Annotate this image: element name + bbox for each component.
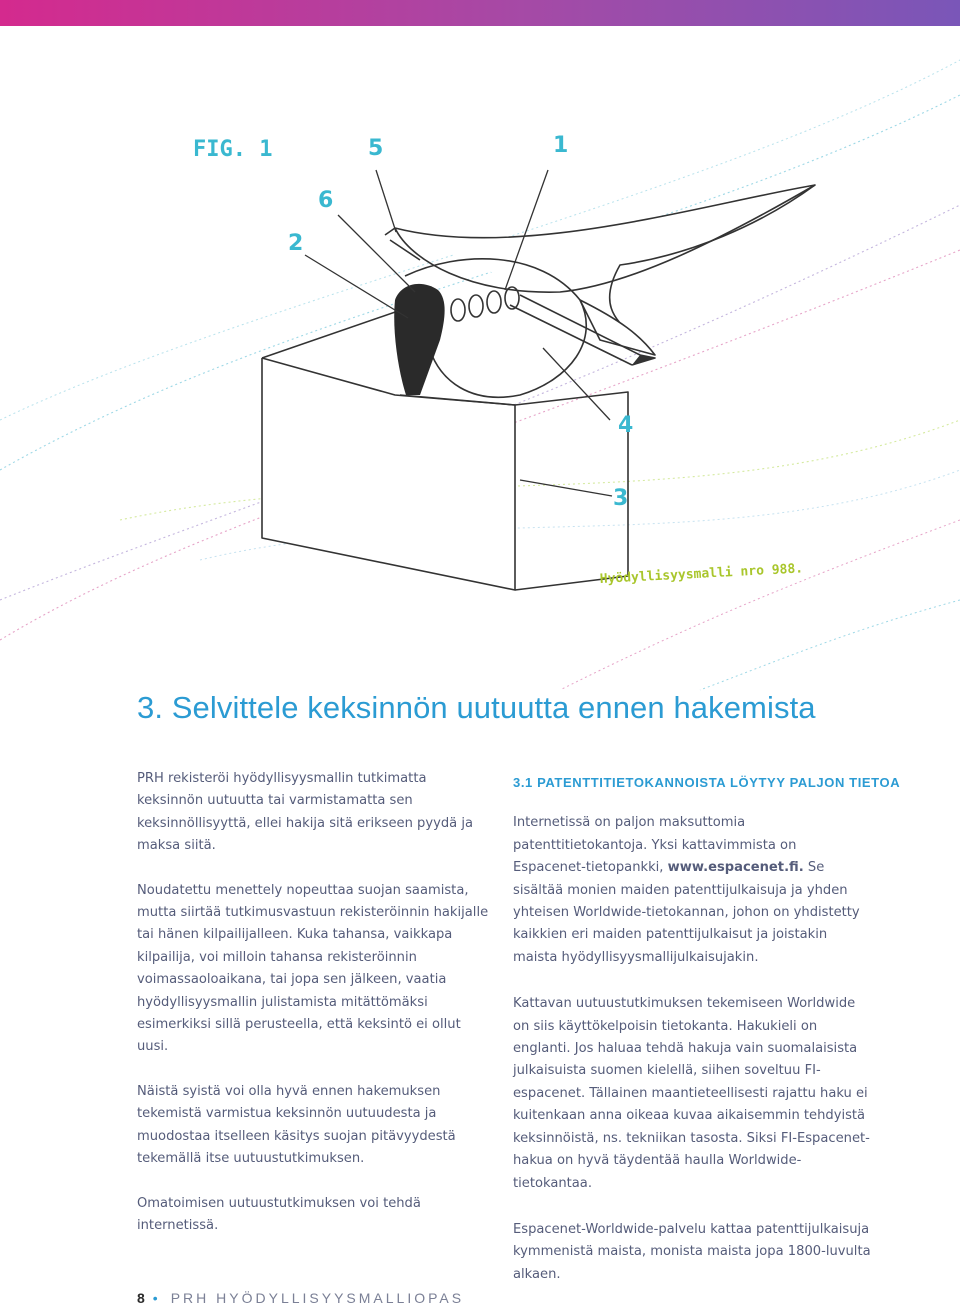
footer-separator: • bbox=[152, 1290, 161, 1306]
espacenet-link[interactable]: www.espacenet.fi. bbox=[667, 860, 804, 876]
page-footer bbox=[137, 1290, 464, 1306]
section-title: 3. Selvittele keksinnön uutuutta ennen hakemista bbox=[137, 690, 816, 725]
figure-caption: Hyödyllisyysmalli nro 988. bbox=[599, 561, 804, 587]
ref-label-5: 5 bbox=[368, 136, 384, 161]
fig-label: FIG. 1 bbox=[193, 137, 273, 162]
right-paragraph-3: Espacenet-Worldwide-palvelu kattaa patenttijulkaisuja kymmenistä maista, monista maista jopa 1800-luvulta alkaen. bbox=[513, 1221, 871, 1282]
right-paragraph-2: Kattavan uutuustutkimuksen tekemiseen Worldwide on siis käyttökelpoisin tietokanta. Hakukieli on englanti. Jos haluaa tehdä hakuja vain suomalaisista julkaisuista suomen kielellä, siihen soveltuu FI-espacenet. Tällainen maantieteellisesti rajattu haku ei kuitenkaan anna oikeaa kuvaa aikaisemmin tehdyistä keksinnöistä, ns. tekniikan tasosta. Siksi FI-Espacenet-hakua on hyvä täydentää haulla Worldwide-tietokantaa. bbox=[513, 996, 870, 1191]
button-ovals bbox=[451, 287, 519, 321]
left-column bbox=[137, 768, 495, 1259]
right-column bbox=[513, 772, 901, 1310]
clip-shape bbox=[394, 284, 444, 395]
page-number: 8 bbox=[137, 1290, 145, 1306]
right-paragraph-1-cont: Se sisältää monien maiden patenttijulkaisuja ja yhden yhteisen Worldwide-tietokannan, johon on yhdistetty kaikkien eri maiden patenttijulkaisut ja joistakin maista hyödyllisyysmallijulkaisujakin. bbox=[513, 860, 860, 965]
ref-label-6: 6 bbox=[318, 188, 334, 213]
left-paragraph-2: Noudatettu menettely nopeuttaa suojan saamista, mutta siirtää tutkimusvastuun rekisteröinnin hakijalle tai hänen kilpailijalleen. Kuka tahansa, vaikkapa kilpailija, voi milloin tahansa rekisteröinnin voimassaoloaikana, tai jopa sen jälkeen, vaatia hyödyllisyysmallin julistamista mitättömäksi esimerkiksi sillä perusteella, että keksintö ei ollut uusi. bbox=[137, 882, 489, 1055]
ref-label-1: 1 bbox=[553, 133, 569, 158]
left-paragraph-4: Omatoimisen uutuustutkimuksen voi tehdä internetissä. bbox=[137, 1195, 421, 1233]
right-paragraph-1-text: Internetissä on paljon maksuttomia patenttitietokantoja. Yksi kattavimmista on Espacenet-tietopankki, bbox=[513, 815, 797, 876]
ref-label-4: 4 bbox=[618, 413, 634, 438]
subsection-heading: 3.1 PATENTTITIETOKANNOISTA LÖYTYY PALJON TIETOA bbox=[513, 775, 901, 790]
ref-label-2: 2 bbox=[288, 231, 304, 256]
publication-name: PRH HYÖDYLLISYYSMALLIOPAS bbox=[170, 1290, 465, 1306]
ref-label-3: 3 bbox=[613, 486, 629, 511]
left-paragraph-3: Näistä syistä voi olla hyvä ennen hakemuksen tekemistä varmistua keksinnön uutuudesta ja muodostaa itselleen käsitys suojan pitävyydestä tekemällä itse uutuustutkimuksen. bbox=[137, 1083, 456, 1167]
left-paragraph-1: PRH rekisteröi hyödyllisyysmallin tutkimatta keksinnön uutuutta tai varmistamatta sen keksinnöllisyyttä, ellei hakija sitä erikseen pyydä ja maksa siitä. bbox=[137, 771, 474, 854]
right-paragraph-1 bbox=[513, 812, 871, 969]
invention-figure bbox=[0, 0, 960, 620]
pen-drawing bbox=[385, 185, 815, 397]
envelope-drawing bbox=[262, 300, 628, 590]
